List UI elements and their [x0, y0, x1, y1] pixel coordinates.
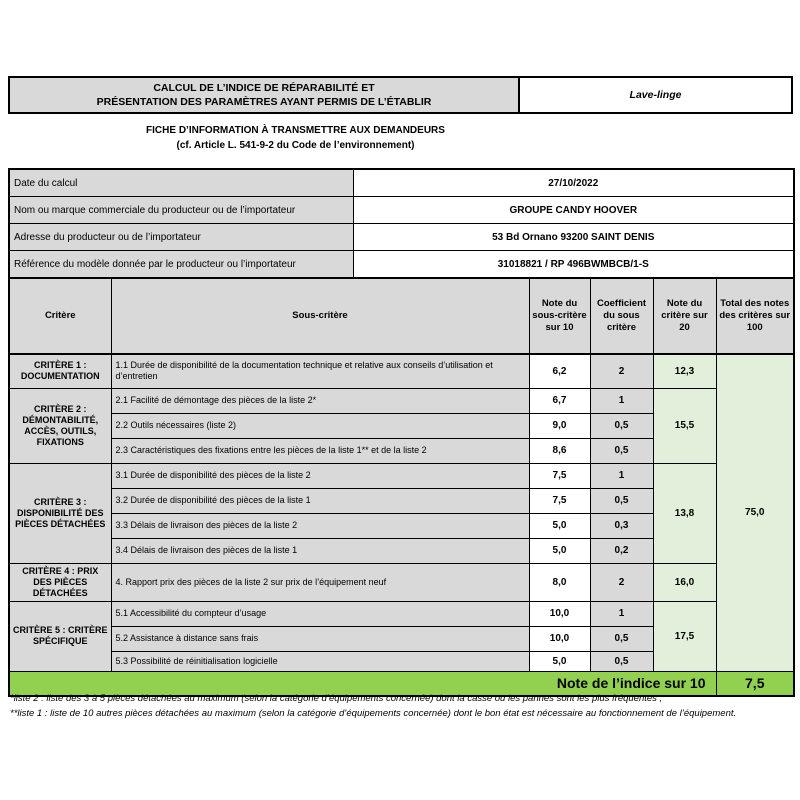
page-title-line1: CALCUL DE L’INDICE DE RÉPARABILITÉ ET	[153, 82, 375, 94]
info-row	[9, 169, 794, 197]
subcriterion-label: 2.3 Caractéristiques des fixations entre les pièces de la liste 1** et de la liste 2	[111, 438, 529, 463]
table-row	[9, 388, 794, 413]
note10-value: 10,0	[529, 626, 590, 651]
table-row	[9, 354, 794, 388]
subcriterion-label: 5.3 Possibilité de réinitialisation logicielle	[111, 651, 529, 671]
coefficient-value: 1	[590, 601, 653, 626]
subcriterion-label: 2.2 Outils nécessaires (liste 2)	[111, 413, 529, 438]
coefficient-value: 0,5	[590, 413, 653, 438]
subcriterion-label: 3.2 Durée de disponibilité des pièces de la liste 1	[111, 488, 529, 513]
info-label: Adresse du producteur ou de l’importateur	[9, 224, 353, 251]
subcriterion-label: 1.1 Durée de disponibilité de la documentation technique et relative aux conseils d’utilisation et d’entretien	[111, 354, 529, 388]
coefficient-value: 0,2	[590, 538, 653, 563]
page-title-line2: PRÉSENTATION DES PARAMÈTRES AYANT PERMIS DE L’ÉTABLIR	[96, 96, 432, 108]
coefficient-value: 0,5	[590, 438, 653, 463]
coefficient-value: 0,5	[590, 626, 653, 651]
index-score-label: Note de l’indice sur 10	[9, 671, 716, 696]
info-value: 27/10/2022	[353, 169, 794, 197]
header-total: Total des notes des critères sur 100	[716, 278, 794, 354]
note20-value: 15,5	[653, 388, 716, 463]
footnote-liste1: **liste 1 : liste de 10 autres pièces détachées au maximum (selon la catégorie d’équipements concernée) dont le bon état est nécessaire au fonctionnement de l’équipement.	[10, 708, 737, 719]
product-category-label: Lave-linge	[520, 78, 791, 112]
note20-value: 17,5	[653, 601, 716, 671]
note10-value: 7,5	[529, 488, 590, 513]
coefficient-value: 2	[590, 563, 653, 601]
subcriterion-label: 3.4 Délais de livraison des pièces de la liste 1	[111, 538, 529, 563]
header-coefficient: Coefficient du sous critère	[590, 278, 653, 354]
subcriterion-label: 5.2 Assistance à distance sans frais	[111, 626, 529, 651]
total100-value: 75,0	[716, 354, 794, 671]
criterion-group-label: CRITÈRE 4 : PRIX DES PIÈCES DÉTACHÉES	[9, 563, 111, 601]
subtitle	[8, 123, 583, 153]
page-title	[10, 78, 520, 112]
header-critere: Critère	[9, 278, 111, 354]
info-value: 31018821 / RP 496BWMBCB/1-S	[353, 251, 794, 279]
info-row	[9, 197, 794, 224]
note10-value: 5,0	[529, 538, 590, 563]
table-row	[9, 563, 794, 601]
subcriterion-label: 2.1 Facilité de démontage des pièces de la liste 2*	[111, 388, 529, 413]
subtitle-line1: FICHE D’INFORMATION À TRANSMETTRE AUX DEMANDEURS	[146, 125, 445, 136]
note20-value: 16,0	[653, 563, 716, 601]
note20-value: 12,3	[653, 354, 716, 388]
coefficient-value: 2	[590, 354, 653, 388]
info-label: Nom ou marque commerciale du producteur ou de l’importateur	[9, 197, 353, 224]
coefficient-value: 0,5	[590, 651, 653, 671]
info-label: Référence du modèle donnée par le producteur ou l’importateur	[9, 251, 353, 279]
criterion-group-label: CRITÈRE 5 : CRITÈRE SPÉCIFIQUE	[9, 601, 111, 671]
note10-value: 6,2	[529, 354, 590, 388]
info-value: GROUPE CANDY HOOVER	[353, 197, 794, 224]
note10-value: 8,6	[529, 438, 590, 463]
header-sous-critere: Sous-critère	[111, 278, 529, 354]
criteria-header-row	[9, 278, 794, 354]
footnotes	[10, 691, 792, 721]
note10-value: 5,0	[529, 651, 590, 671]
coefficient-value: 1	[590, 388, 653, 413]
header-note-sous-critere: Note du sous-critère sur 10	[529, 278, 590, 354]
note10-value: 5,0	[529, 513, 590, 538]
info-value: 53 Bd Ornano 93200 SAINT DENIS	[353, 224, 794, 251]
criterion-group-label: CRITÈRE 1 : DOCUMENTATION	[9, 354, 111, 388]
index-score-value: 7,5	[716, 671, 794, 696]
coefficient-value: 1	[590, 463, 653, 488]
subcriterion-label: 5.1 Accessibilité du compteur d’usage	[111, 601, 529, 626]
footnote-liste2: *liste 2 : liste des 3 à 5 pièces détachées au maximum (selon la catégorie d’équipements concernée) dont la casse ou les pannes sont les plus fréquentes ;	[10, 693, 663, 704]
criterion-group-label: CRITÈRE 2 : DÉMONTABILITÉ, ACCÈS, OUTILS, FIXATIONS	[9, 388, 111, 463]
header-note-critere: Note du critère sur 20	[653, 278, 716, 354]
info-label: Date du calcul	[9, 169, 353, 197]
table-row	[9, 463, 794, 488]
criteria-table	[8, 277, 795, 697]
subcriterion-label: 3.3 Délais de livraison des pièces de la liste 2	[111, 513, 529, 538]
note10-value: 9,0	[529, 413, 590, 438]
note10-value: 10,0	[529, 601, 590, 626]
info-row	[9, 224, 794, 251]
producer-info-table	[8, 168, 795, 279]
subtitle-line2: (cf. Article L. 541-9-2 du Code de l’environnement)	[176, 140, 415, 151]
note10-value: 7,5	[529, 463, 590, 488]
criterion-group-label: CRITÈRE 3 : DISPONIBILITÉ DES PIÈCES DÉTACHÉES	[9, 463, 111, 563]
title-bar	[8, 76, 793, 114]
table-row	[9, 601, 794, 626]
coefficient-value: 0,5	[590, 488, 653, 513]
coefficient-value: 0,3	[590, 513, 653, 538]
note20-value: 13,8	[653, 463, 716, 563]
subcriterion-label: 4. Rapport prix des pièces de la liste 2 sur prix de l’équipement neuf	[111, 563, 529, 601]
info-row	[9, 251, 794, 279]
subcriterion-label: 3.1 Durée de disponibilité des pièces de la liste 2	[111, 463, 529, 488]
note10-value: 6,7	[529, 388, 590, 413]
note10-value: 8,0	[529, 563, 590, 601]
